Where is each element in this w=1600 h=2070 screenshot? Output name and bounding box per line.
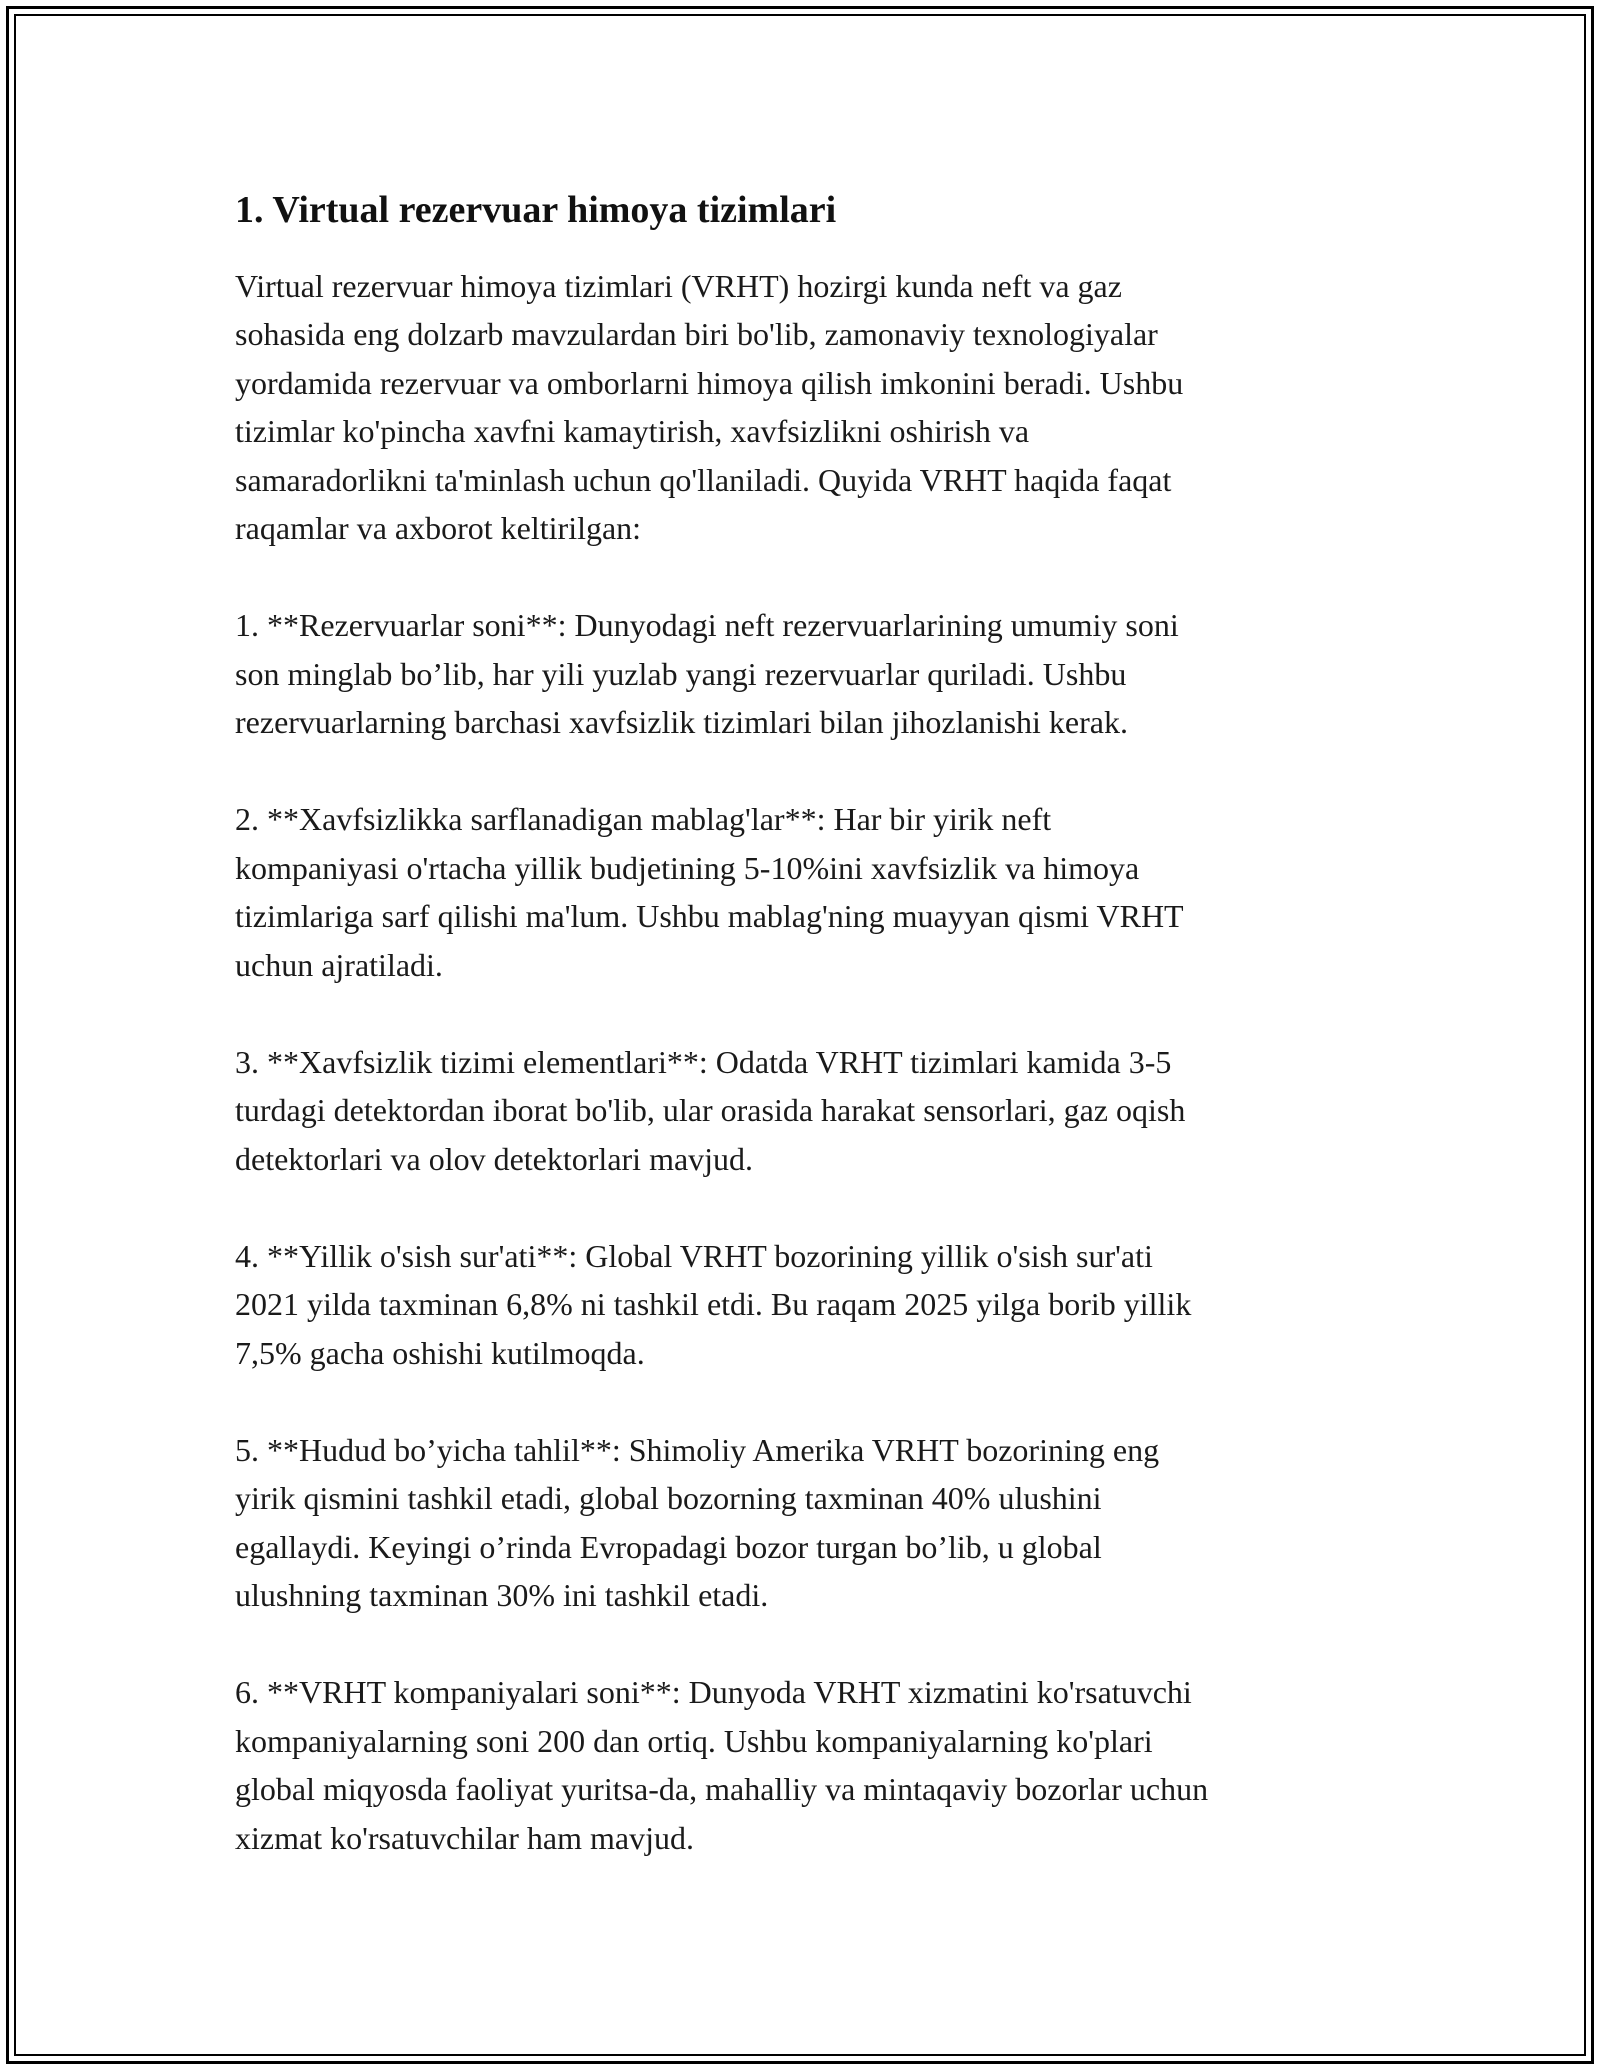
intro-paragraph: Virtual rezervuar himoya tizimlari (VRHT) hozirgi kunda neft va gaz sohasida eng dolzarb mavzulardan biri bo'lib, zamonaviy texnologiyalar yordamida rezervuar va omborlarni himoya qilish imkonini beradi. Ushbu tizimlar ko'pincha xavfni kamaytirish, xavfsizlikni oshirish va samaradorlikni ta'minlash uchun qo'llaniladi. Quyida VRHT haqida faqat raqamlar va axborot keltirilgan: (235, 267, 1184, 547)
list-item-system-elements: 3. **Xavfsizlik tizimi elementlari**: Odatda VRHT tizimlari kamida 3-5 turdagi detektordan iborat bo'lib, ular orasida harakat sensorlari, gaz oqish detektorlari va olov detektorlari mavjud. (235, 1043, 1186, 1177)
document-title: 1. Virtual rezervuar himoya tizimlari (235, 189, 837, 231)
list-item-company-count: 6. **VRHT kompaniyalari soni**: Dunyoda VRHT xizmatini ko'rsatuvchi kompaniyalarning soni 200 dan ortiq. Ushbu kompaniyalarning ko'plari global miqyosda faoliyat yuritsa-da, mahalliy va mintaqaviy bozorlar uchun xizmat ko'rsatuvchilar ham mavjud. (235, 1674, 1209, 1856)
list-item-reservoir-count: 1. **Rezervuarlar soni**: Dunyodagi neft rezervuarlarining umumiy soni son minglab bo’lib, har yili yuzlab yangi rezervuarlar quriladi. Ushbu rezervuarlarning barchasi xavfsizlik tizimlari bilan jihozlanishi kerak. (235, 607, 1179, 741)
list-item-security-spending: 2. **Xavfsizlikka sarflanadigan mablag'lar**: Har bir yirik neft kompaniyasi o'rtacha yillik budjetining 5-10%ini xavfsizlik va himoya tizimlariga sarf qilishi ma'lum. Ushbu mablag'ning muayyan qismi VRHT uchun ajratiladi. (235, 801, 1184, 983)
list-item-regional-analysis: 5. **Hudud bo’yicha tahlil**: Shimoliy Amerika VRHT bozorining eng yirik qismini tashkil etadi, global bozorning taxminan 40% ulushini egallaydi. Keyingi o’rinda Evropadagi bozor turgan bo’lib, u global ulushning taxminan 30% ini tashkil etadi. (235, 1431, 1160, 1614)
document-body (235, 188, 1365, 1911)
list-item-annual-growth: 4. **Yillik o'sish sur'ati**: Global VRHT bozorining yillik o'sish sur'ati 2021 yilda taxminan 6,8% ni tashkil etdi. Bu raqam 2025 yilga borib yillik 7,5% gacha oshishi kutilmoqda. (235, 1237, 1192, 1371)
